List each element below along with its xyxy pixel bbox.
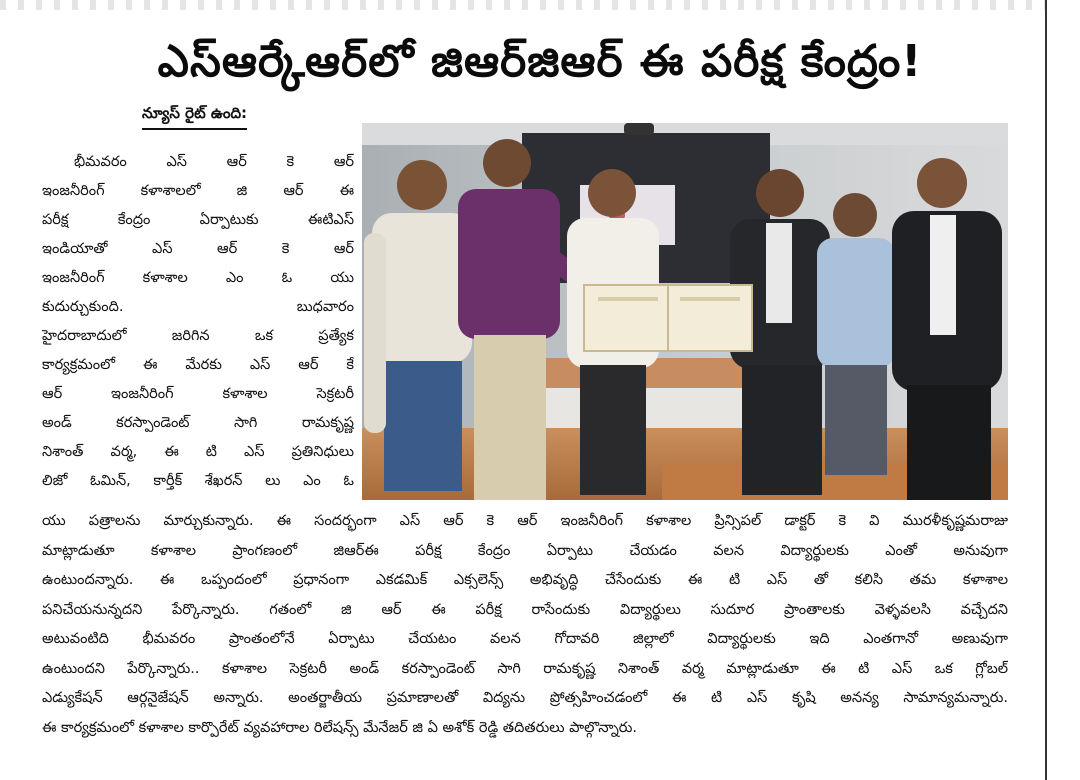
column-line: హైదరాబాదులో జరిగిన ఒక ప్రత్యేక [42,328,354,344]
mou-exchange-photo [362,123,1008,500]
body-line: ఉంటుందన్నారు. ఈ ఒప్పందంలో ప్రధానంగా ఎకడమిక్ ఎక్సలెన్స్ అభివృద్ధి చేసేందుకు ఈ టి ఎస్ తో కలిసి తమ కళాశాల [42,572,1008,588]
body-line: ఉంటుందని పేర్కొన్నారు.. కళాశాల సెక్రటరీ అండ్ కరస్పాండెంట్ సాగి రామకృష్ణ నిశాంత్ వర్మ మాట్లాడుతూ ఈ టి ఎస్ ఒక గ్లోబల్ [42,660,1008,677]
column-rule [1045,0,1047,780]
column-line: కుదుర్చుకుంది. బుధవారం [42,299,354,315]
article-body [42,507,1008,743]
column-line: ఇండియాతో ఎస్ ఆర్ కె ఆర్ [42,241,354,257]
article-column [42,148,354,496]
column-line: ఆర్ ఇంజనీరింగ్ కళాశాల సెక్రటరీ [42,386,354,402]
column-line: లిజో ఓమిన్, కార్తీక్ శేఖరన్ లు ఎం ఓ [42,473,354,489]
top-strip-remnant [0,0,1045,10]
body-line: పనిచేయనున్నదని పేర్కొన్నారు. గతంలో జి ఆర్ ఈ పరీక్ష రాసేందుకు విద్యార్థులు సుదూర ప్రాంతాలకు వెళ్ళవలసి వచ్చేదని [42,601,1008,618]
headline: ఎస్ఆర్కేఆర్‌లో జిఆర్‌జిఆర్ ఈ పరీక్ష కేంద్రం! [157,36,923,87]
body-line: యు పత్రాలను మార్చుకున్నారు. ఈ సందర్భంగా ఎస్ ఆర్ కె ఆర్ ఇంజనీరింగ్ కళాశాల ప్రిన్సిపల్ డాక్టర్ కె వి మురళీకృష్ణమరాజు [42,513,1008,529]
column-line: భీమవరం ఎస్ ఆర్ కె ఆర్ [74,154,354,170]
column-line: కార్యక్రమంలో ఈ మేరకు ఎస్ ఆర్ కే [42,357,354,373]
column-line: నిశాంత్ వర్మ, ఈ టి ఎస్ ప్రతినిధులు [42,444,354,460]
byline: న్యూస్ రైట్ ఉంది: [142,104,247,130]
column-line: పరీక్ష కేంద్రం ఏర్పాటుకు ఈటిఎస్ [42,212,354,228]
column-line: ఇంజనీరింగ్ కళాశాల ఎం ఓ యు [42,270,354,286]
column-line: ఇంజనీరింగ్ కళాశాలలో జి ఆర్ ఈ [42,183,354,199]
column-line: అండ్ కరస్పాండెంట్ సాగి రామకృష్ణ [42,415,354,431]
body-line: మాట్లాడుతూ కళాశాల ప్రాంగణంలో జిఆర్ఈ పరీక్ష కేంద్రం ఏర్పాటు చేయడం వలన విద్యార్థులకు ఎంతో అనువుగా [42,542,1008,559]
body-line: అటువంటిది భీమవరం ప్రాంతంలోనే ఏర్పాటు చేయటం వలన గోదావరి జిల్లాలో విద్యార్థులకు ఇది ఎంతగానో అణువుగా [42,631,1008,647]
body-line: ఈ కార్యక్రమంలో కళాశాల కార్పొరేట్ వ్యవహారాల రిలేషన్స్ మేనేజర్ జి ఏ అశోక్ రెడ్డి తదితరులు పాల్గొన్నారు. [42,719,638,736]
body-line: ఎడ్యుకేషన్ ఆర్గనైజేషన్ అన్నారు. అంతర్జాతీయ ప్రమాణాలతో విద్యను ప్రోత్సహించడంలో ఈ టి ఎస్ కృషి అనన్య సామాన్యమన్నారు. [42,690,1008,706]
